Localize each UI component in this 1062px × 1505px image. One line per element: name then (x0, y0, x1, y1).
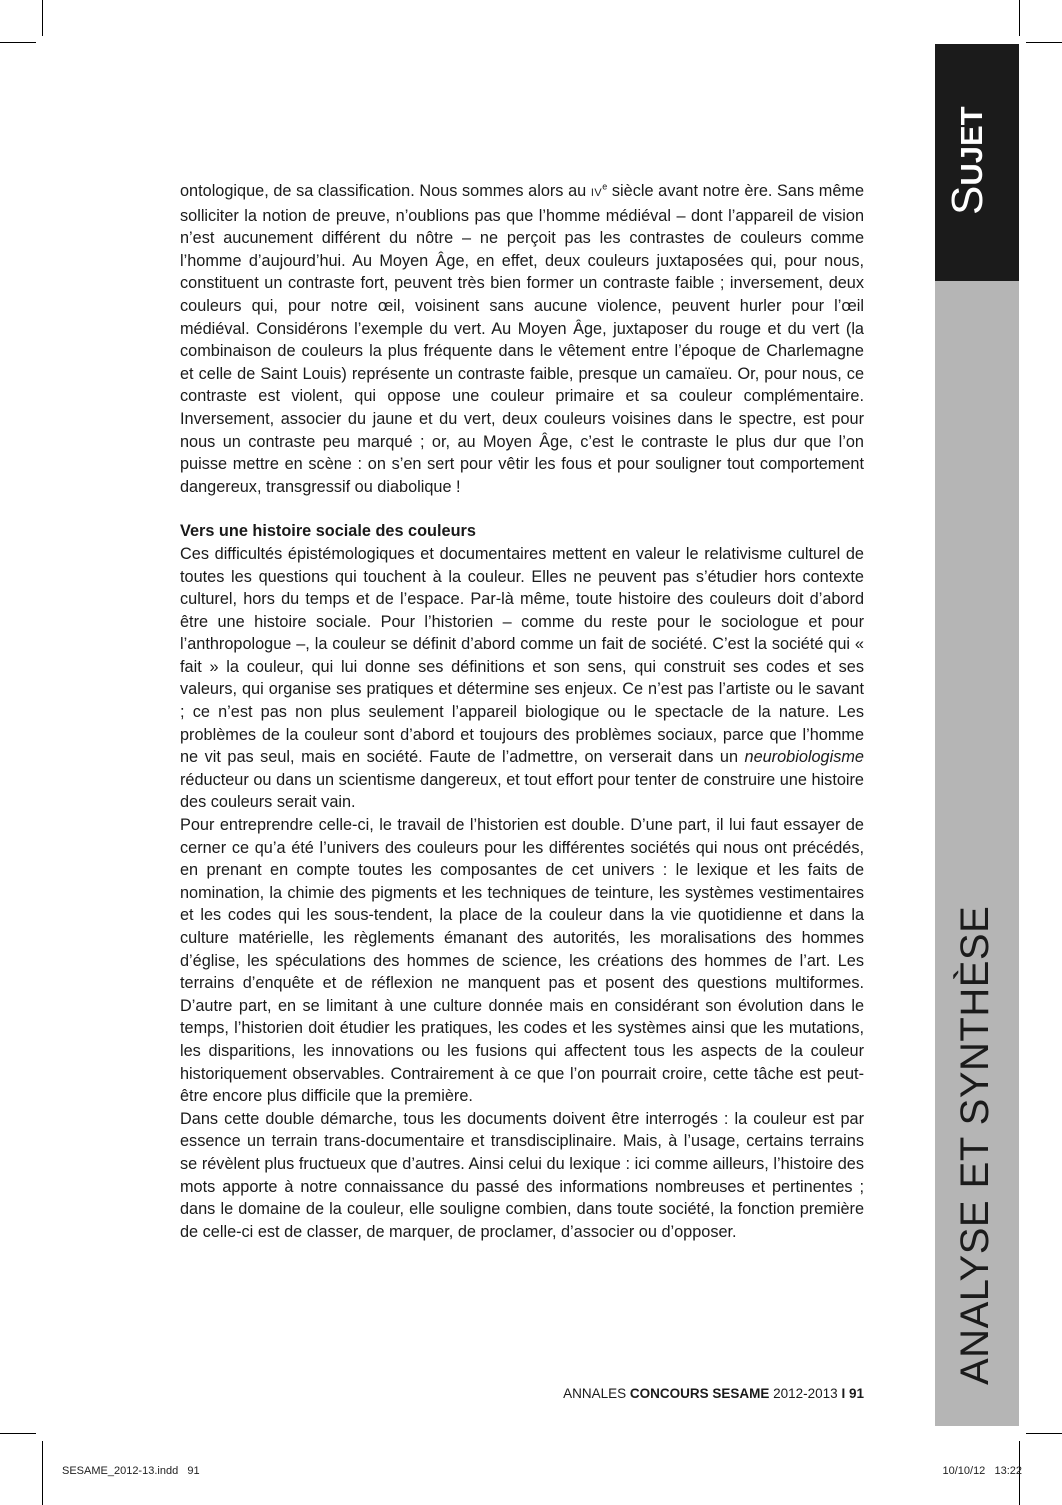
paragraph: Pour entreprendre celle-ci, le travail de l’historien est double. D’une part, il lui faut essayer de cerner ce qu’a été l’univers des couleurs pour les différentes sociétés qui nous ont précédés, en prenant en compte toutes les composantes de cet univers : le lexique et les faits de nomination, la chimie des pigments et les techniques de teinture, les systèmes vestimentaires et les codes qui les sous-tendent, la place de la couleur dans la vie quotidienne et dans la culture matérielle, les règlements émanant des autorités, les moralisations des hommes d’église, les spéculations des hommes de science, les créations des hommes de l’art. Les terrains d’enquête et de réflexion ne manquent pas et posent des questions multiformes. D’autre part, en se limitant à une culture donnée mais en considérant son évolution dans le temps, l’historien doit étudier les pratiques, les codes et les systèmes ainsi que les mutations, les disparitions, les innovations ou les fusions qui affectent tous les aspects de la couleur historiquement observables. Contrairement à ce que l’on pourrait croire, cette tâche est peut-être encore plus difficile que la première. (180, 816, 864, 1106)
sidebar-sujet-label: SUJET (943, 106, 992, 215)
crop-mark (0, 1433, 36, 1434)
section-heading: Vers une histoire sociale des couleurs (180, 522, 476, 541)
crop-mark (1026, 1433, 1062, 1434)
paragraph: Ces difficultés épistémologiques et documentaires mettent en valeur le relativisme culturel de toutes les questions qui touchent à la couleur. Elles ne peuvent pas s’étudier hors contexte culturel, hors du temps et de l’espace. Par-là même, toute histoire des couleurs doit d’abord être une histoire sociale. Pour l’historien – comme du reste pour le sociologue et pour l’anthropologue –, la couleur se définit d’abord comme un fait de société. C’est la société qui « fait » la couleur, qui lui donne ses définitions et son sens, qui construit ses codes et ses valeurs, qui organise ses pratiques et détermine ses enjeux. Ce n’est pas l’artiste ou le savant ; ce n’est pas non plus seulement l’appareil biologique ou le spectacle de la nature. Les problèmes de la couleur sont d’abord et toujours des problèmes sociaux, parce que l’homme ne vit pas seul, mais en société. Faute de l’admettre, on verserait dans un neurobiologisme réducteur ou dans un scientisme dangereux, et tout effort pour tenter de construire une histoire des couleurs serait vain. (180, 544, 864, 812)
print-slug-datetime: 10/10/12 13:22 (942, 1465, 1022, 1477)
crop-mark (1026, 42, 1062, 43)
crop-mark (42, 1441, 43, 1505)
crop-mark (1019, 0, 1020, 36)
paragraph: ontologique, de sa classification. Nous sommes alors au IVe siècle avant notre ère. Sans même solliciter la notion de preuve, n’oublions pas que l’homme médiéval – dont l’appareil de vision n’est aucunement différent du nôtre – ne perçoit pas les contrastes de couleurs comme l’homme d’aujourd’hui. Au Moyen Âge, en effet, deux couleurs juxtaposées qui, pour nous, constituent un contraste fort, peuvent très bien former un contraste faible ; inversement, deux couleurs qui, pour notre œil, voisinent sans aucune violence, peuvent hurler pour l’œil médiéval. Considérons l’exemple du vert. Au Moyen Âge, juxtaposer du rouge et du vert (la combinaison de couleurs la plus fréquente dans le vêtement entre l’époque de Charlemagne et celle de Saint Louis) représente un contraste faible, presque un camaïeu. Or, pour nous, ce contraste est violent, qui oppose une couleur primaire et sa couleur complémentaire. Inversement, associer du jaune et du vert, deux couleurs voisines dans le spectre, est pour nous un contraste peu marqué ; or, au Moyen Âge, c’est le contraste le plus dur que l’on puisse mettre en scène : on s’en sert pour vêtir les fous et pour souligner tout comportement dangereux, transgressif ou diabolique ! (180, 181, 864, 496)
page-footer: ANNALES CONCOURS SESAME 2012-2013 I 91 (563, 1386, 864, 1401)
print-slug-file: SESAME_2012-13.indd 91 (62, 1465, 200, 1477)
article-body (180, 180, 864, 1243)
crop-mark (0, 42, 36, 43)
crop-mark (42, 0, 43, 36)
sidebar-section-label: ANALYSE ET SYNTHÈSE (953, 905, 997, 1385)
page-number: 91 (848, 1386, 864, 1401)
paragraph: Dans cette double démarche, tous les documents doivent être interrogés : la couleur est par essence un terrain trans-documentaire et transdisciplinaire. Mais, à l’usage, certains terrains se révèlent plus fructueux que d’autres. Ainsi celui du lexique : ici comme ailleurs, l’histoire des mots apporte à notre connaissance du passé des informations nombreuses et pertinentes ; dans le domaine de la couleur, elle souligne combien, dans toute société, la fonction première de celle-ci est de classer, de marquer, de proclamer, d’associer ou d’opposer. (180, 1109, 864, 1241)
